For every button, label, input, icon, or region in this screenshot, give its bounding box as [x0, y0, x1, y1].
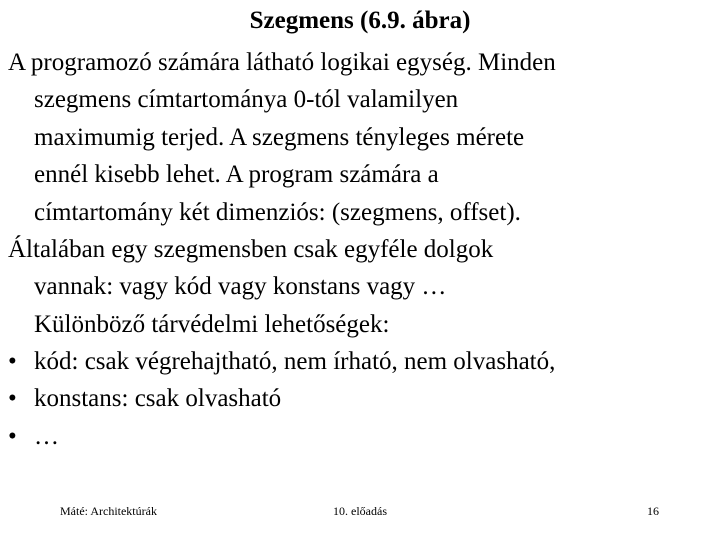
paragraph-line: szegmens címtartománya 0-tól valamilyen: [34, 86, 459, 114]
footer-lecture-label: 10. előadás: [333, 504, 387, 518]
footer-author-label: Máté: Architektúrák: [60, 504, 157, 518]
protection-bullet-list: [8, 343, 716, 455]
bullet-text: konstans: csak olvasható: [34, 385, 282, 413]
paragraph-line: címtartomány két dimenziós: (szegmens, offset).: [34, 198, 521, 226]
bullet-text: …: [34, 422, 59, 450]
list-item: [8, 343, 716, 380]
paragraph-segment-definition: [8, 44, 716, 231]
slide-title: Szegmens (6.9. ábra): [249, 7, 471, 34]
paragraph-line: ennél kisebb lehet. A program számára a: [34, 161, 439, 189]
bullet-marker: •: [8, 348, 17, 375]
page-number: 16: [647, 504, 659, 518]
bullet-marker: •: [8, 422, 17, 450]
bullet-marker: •: [8, 385, 17, 413]
paragraph-segment-contents: [8, 231, 716, 343]
list-item: [8, 380, 716, 417]
paragraph-line: vannak: vagy kód vagy konstans vagy …: [34, 273, 447, 301]
paragraph-line: A programozó számára látható logikai egység. Minden: [8, 49, 556, 76]
bullet-text: kód: csak végrehajtható, nem írható, nem olvasható,: [34, 348, 556, 375]
paragraph-line: Általában egy szegmensben csak egyféle dolgok: [8, 236, 494, 263]
list-item: [8, 418, 716, 455]
paragraph-line: maximumig terjed. A szegmens tényleges mérete: [34, 123, 525, 151]
paragraph-line: Különböző tárvédelmi lehetőségek:: [34, 310, 390, 338]
